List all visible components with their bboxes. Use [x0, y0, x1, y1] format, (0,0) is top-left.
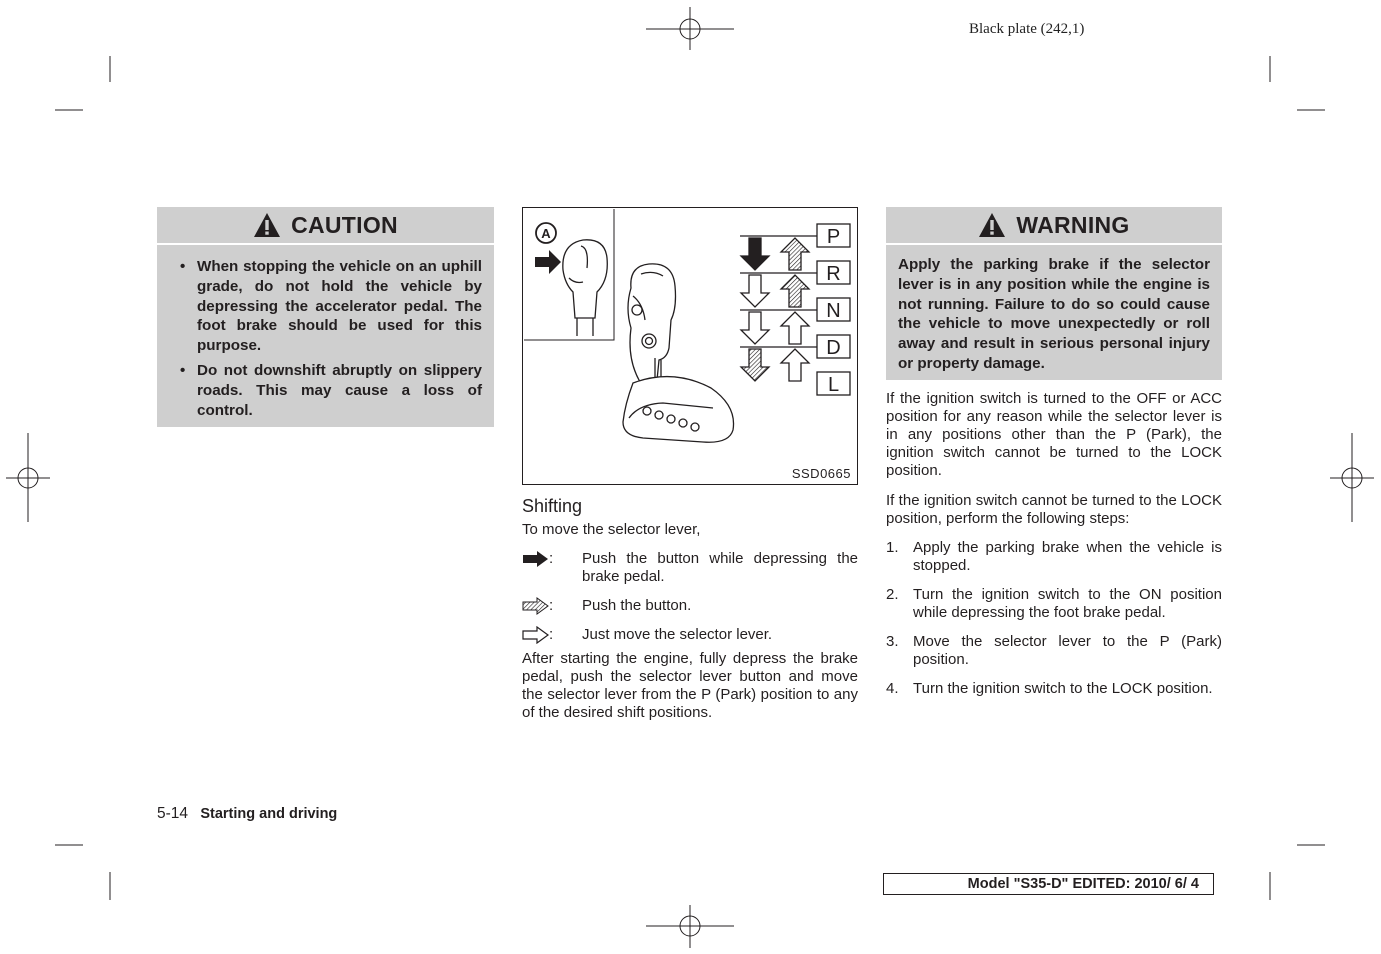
warning-body: Apply the parking brake if the selector lever is in any position while the engine is not running. Failure to do so could cause the vehicle to move unexpectedly or roll away and result in serious personal injury or property damage. [898, 256, 1210, 372]
gear-label-p: P [826, 226, 841, 248]
step-text: Apply the parking brake when the vehicle is stopped. [913, 539, 1222, 574]
page-number: 5-14 [157, 805, 189, 822]
gear-label-n: N [826, 300, 841, 322]
step-number: 2. [886, 586, 899, 603]
steps-list [886, 539, 1222, 709]
caution-header [157, 207, 494, 245]
caution-title: CAUTION [291, 211, 398, 238]
main-lever [623, 264, 734, 442]
outline-down-arrow-icon [741, 312, 769, 344]
outline-arrow-icon [522, 626, 550, 644]
outline-up-arrow-icon [781, 312, 809, 344]
lock-paragraph: If the ignition switch cannot be turned to the LOCK position, perform the following steps: [886, 492, 1222, 527]
warning-triangle-icon [978, 212, 1006, 238]
hatched-down-arrow-icon [741, 349, 769, 381]
model-edit-box: Model "S35-D" EDITED: 2010/ 6/ 4 [883, 873, 1214, 895]
shifting-intro: To move the selector lever, [522, 521, 701, 538]
selector-lever-figure [522, 207, 858, 485]
legend-item [522, 550, 858, 586]
legend-text: Just move the selector lever. [582, 626, 773, 643]
warning-header [886, 207, 1222, 245]
step-text: Turn the ignition switch to the LOCK position. [913, 680, 1213, 697]
warning-title: WARNING [1016, 211, 1130, 238]
shifting-heading: Shifting [522, 496, 583, 516]
hatched-arrow-icon [522, 597, 550, 615]
step-text: Move the selector lever to the P (Park) position. [913, 633, 1222, 668]
outline-up-arrow-icon [781, 349, 809, 381]
gear-label-l: L [827, 374, 840, 396]
legend-text: Push the button. [582, 597, 692, 614]
caution-list [157, 245, 494, 420]
step-item [886, 633, 1222, 669]
legend-item [522, 597, 858, 615]
legend-colon: : [549, 626, 554, 643]
step-item [886, 680, 1222, 698]
caution-item: • Do not downshift abruptly on slippery roads. This may cause a loss of control. [169, 361, 482, 420]
callout-a-icon [536, 223, 556, 243]
solid-down-arrow-icon [741, 238, 769, 270]
ignition-paragraph: If the ignition switch is turned to the OFF or ACC position for any reason while the selector lever is in any positions other than the P (Park), the ignition switch cannot be turned to the LOCK position. [886, 390, 1222, 479]
plate-label: Black plate (242,1) [969, 21, 1085, 37]
caution-item: • When stopping the vehicle on an uphill grade, do not hold the vehicle by depressing the accelerator pedal. The foot brake should be used for this purpose. [169, 257, 482, 356]
legend-colon: : [549, 597, 554, 614]
selector-lever-illustration [523, 208, 859, 486]
step-item [886, 539, 1222, 575]
gear-label-r: R [826, 263, 841, 285]
figure-code: SSD0665 [791, 466, 851, 481]
step-number: 1. [886, 539, 899, 556]
legend-colon: : [549, 550, 554, 567]
legend-item [522, 626, 858, 644]
outline-down-arrow-icon [741, 275, 769, 307]
step-item [886, 586, 1222, 622]
step-text: Turn the ignition switch to the ON position while depressing the foot brake pedal. [913, 586, 1222, 621]
legend-text: Push the button while depressing the brake pedal. [582, 550, 858, 585]
caution-box [157, 207, 494, 427]
solid-arrow-icon [535, 250, 561, 274]
section-title: Starting and driving [200, 806, 338, 822]
solid-arrow-icon [522, 550, 550, 568]
inset-knob [563, 240, 607, 336]
page-footer [157, 805, 337, 823]
warning-box [886, 207, 1222, 380]
gear-label-d: D [826, 337, 841, 359]
hatched-up-arrow-icon [781, 275, 809, 307]
callout-letter: A [541, 226, 551, 241]
step-number: 4. [886, 680, 899, 697]
step-number: 3. [886, 633, 899, 650]
shifting-paragraph: After starting the engine, fully depress the brake pedal, push the selector lever button and move the selector lever from the P (Park) position to any of the desired shift positions. [522, 650, 858, 721]
gear-boxes [817, 224, 850, 396]
warning-triangle-icon [253, 212, 281, 238]
hatched-up-arrow-icon [781, 238, 809, 270]
